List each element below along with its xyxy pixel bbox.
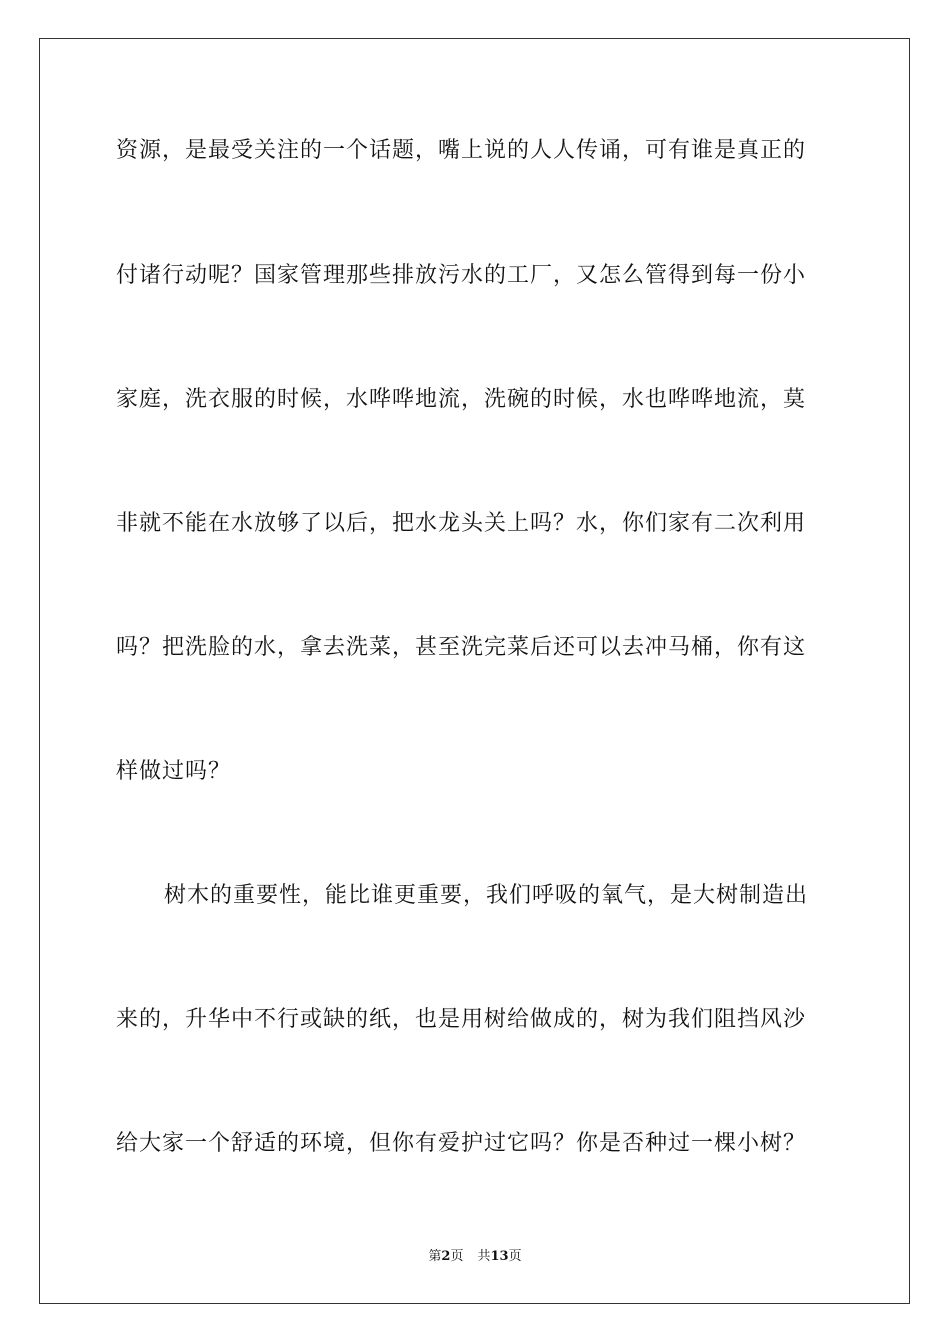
paragraph-line: 吗？把洗脸的水，拿去洗菜，甚至洗完菜后还可以去冲马桶，你有这 [116, 635, 807, 660]
total-suffix: 页 [508, 1249, 522, 1264]
paragraph-line: 非就不能在水放够了以后，把水龙头关上吗？水，你们家有二次利用 [116, 511, 807, 536]
page-prefix: 第 [428, 1249, 442, 1264]
paragraph-line: 给大家一个舒适的环境，但你有爱护过它吗？你是否种过一棵小树？ [116, 1131, 807, 1156]
page-number: 2 [441, 1249, 451, 1264]
page-border [39, 38, 910, 1304]
paragraph-line: 样做过吗？ [116, 759, 232, 784]
paragraph-line: 资源，是最受关注的一个话题，嘴上说的人人传诵，可有谁是真正的 [116, 138, 807, 163]
paragraph-line: 来的，升华中不行或缺的纸，也是用树给做成的，树为我们阻挡风沙 [116, 1007, 807, 1032]
paragraph-line: 树木的重要性，能比谁更重要，我们呼吸的氧气，是大树制造出 [164, 883, 809, 908]
page-footer [0, 1248, 950, 1266]
page-suffix: 页 [450, 1249, 464, 1264]
paragraph-line: 付诸行动呢？国家管理那些排放污水的工厂，又怎么管得到每一份小 [116, 263, 807, 288]
paragraph-line: 家庭，洗衣服的时候，水哗哗地流，洗碗的时候，水也哗哗地流，莫 [116, 387, 807, 412]
total-prefix: 共 [477, 1249, 491, 1264]
total-pages: 13 [490, 1249, 509, 1264]
